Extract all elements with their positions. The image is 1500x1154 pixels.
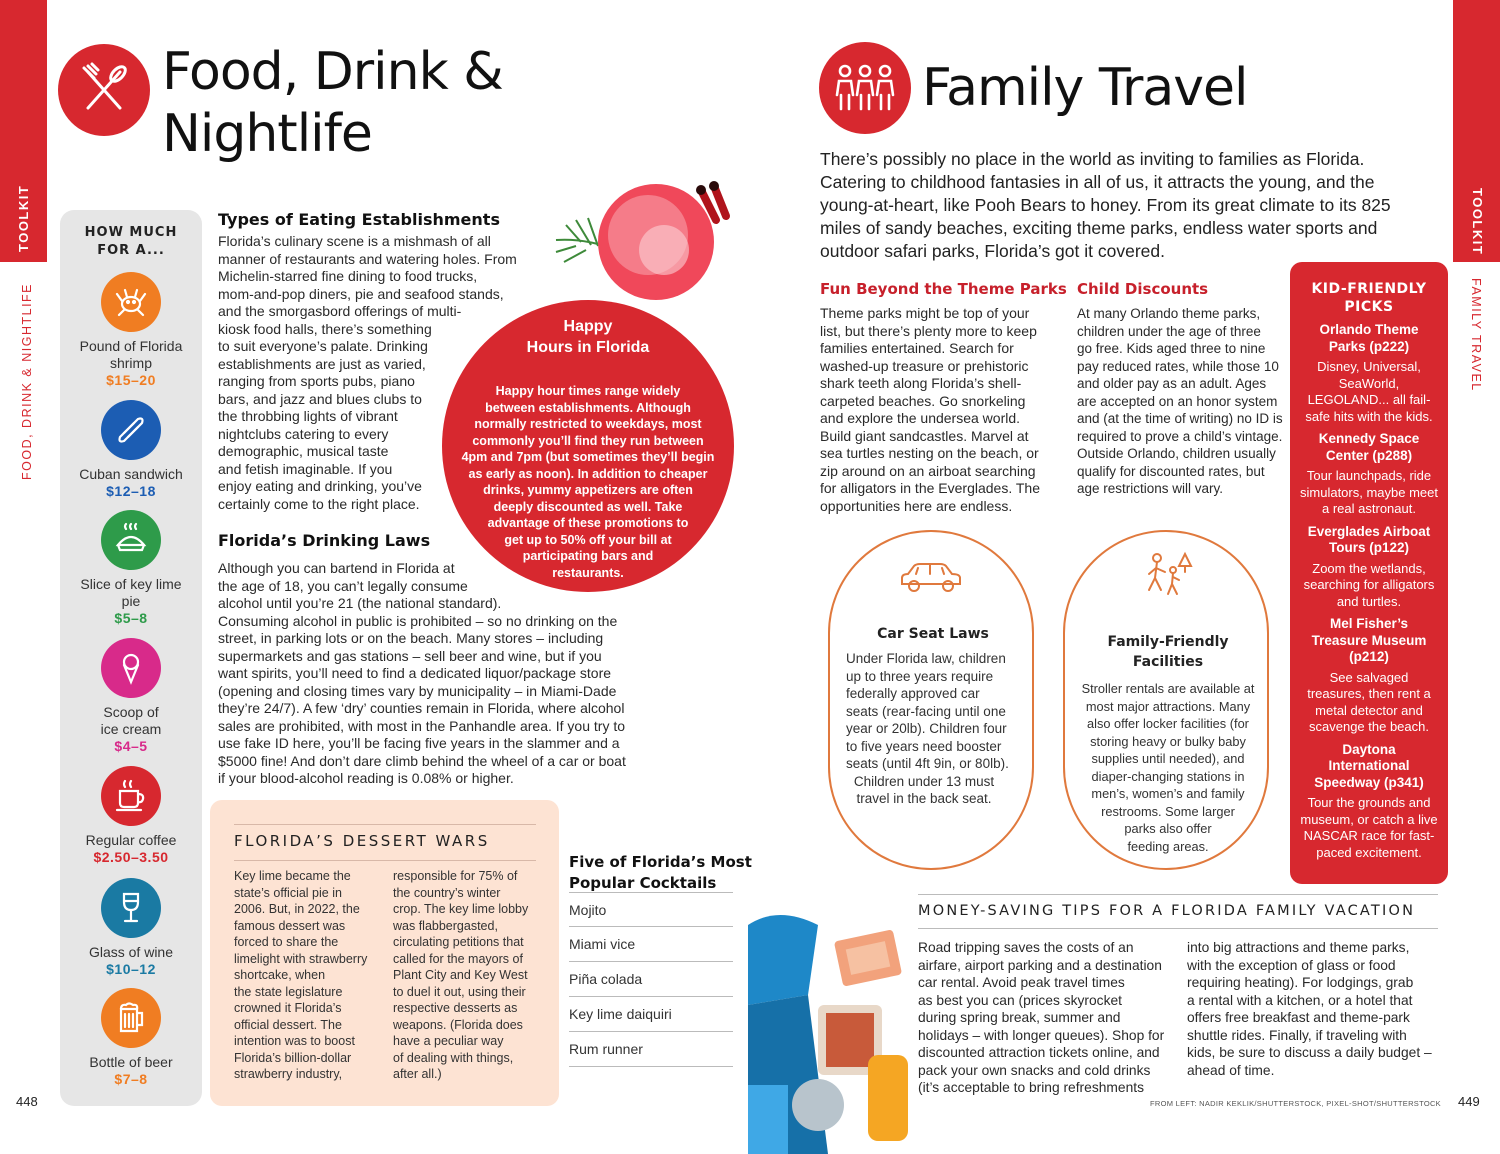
fun-beyond-title: Fun Beyond the Theme Parks <box>820 280 1067 298</box>
kid-pick-desc: Tour launchpads, ride simulators, maybe meet a real astronaut. <box>1300 468 1438 516</box>
left-tab-section-label: FOOD, DRINK & NIGHTLIFE <box>20 282 34 480</box>
kid-pick-item <box>1290 524 1448 611</box>
drinking-laws-body: Although you can bartend in Florida at the age of 18, you can’t legally consume alcohol until you’re 21 (the national standard). Consuming alcohol in public is prohibited – so no drinking on the street, in parking lots or on the beach. Many stores – including supermarkets and gas stations – sell beer and wine, but if you want spirits, you’ll need to find a dedicated liquor/package store (opening and closing times vary by municipality – in Miami-Dade they’re 24/7). A few ‘dry’ counties remain in Florida, where alcohol sales are prohibited, with most in the Panhandle area. If you try to use fake ID here, you’ll be facing five years in the slammer and a $5000 fine! And don’t dare climb behind the wheel of a car or boat if your blood-alcohol reading is 0.08% or higher. <box>218 560 626 786</box>
how-much-title-line1: HOW MUCH <box>84 225 178 240</box>
beer-icon <box>101 988 161 1048</box>
money-saving-title-rule <box>918 928 1438 929</box>
pie-icon <box>101 510 161 570</box>
eating-section-title: Types of Eating Establishments <box>218 210 500 229</box>
kid-pick-name: Mel Fisher’s Treasure Museum (p212) <box>1311 616 1427 664</box>
price-item-label: Regular coffee <box>85 832 177 848</box>
cocktail-item: Rum runner <box>569 1041 643 1057</box>
kid-picks-title: KID-FRIENDLY PICKS <box>1311 281 1427 315</box>
kid-pick-name: Kennedy Space Center (p288) <box>1318 431 1420 463</box>
cocktail-divider <box>569 892 733 893</box>
shrimp-icon <box>101 272 161 332</box>
right-tab-toolkit-label: TOOLKIT <box>1470 188 1485 256</box>
right-side-tab <box>1453 0 1500 1154</box>
money-saving-top-rule <box>918 894 1438 895</box>
drinking-laws-title: Florida’s Drinking Laws <box>218 531 431 550</box>
money-saving-title: MONEY-SAVING TIPS FOR A FLORIDA FAMILY VACATION <box>918 903 1416 919</box>
dessert-wars-title: FLORIDA’S DESSERT WARS <box>234 832 490 850</box>
price-item-price: $5–8 <box>114 610 148 626</box>
price-item-ice-cream <box>60 638 202 754</box>
cocktail-divider <box>569 1031 733 1032</box>
family-heading-icon-circle <box>819 42 911 134</box>
backpack-snacks-photo <box>748 905 918 1154</box>
family-intro: There’s possibly no place in the world as inviting to families as Florida. Catering to childhood fantasies in all of us, it attracts the young, and the young-at-heart, like Pooh Bears to honey. From its great climate to its 825 miles of sandy beaches, exciting theme parks, endless water sports and outdoor safari parks, Florida’s got it covered. <box>820 149 1391 261</box>
cocktail-divider <box>569 1066 733 1067</box>
food-heading-line1: Food, Drink & <box>162 42 503 102</box>
ice-cream-icon <box>101 638 161 698</box>
fork-knife-icon <box>74 60 134 120</box>
price-item-price: $2.50–3.50 <box>93 849 169 865</box>
sandwich-icon <box>101 400 161 460</box>
car-seat-laws-oval <box>828 530 1034 870</box>
price-item-price: $12–18 <box>106 483 156 499</box>
price-item-label: Pound of Florida shrimp <box>79 338 183 371</box>
price-item-beer <box>60 988 202 1087</box>
price-item-price: $7–8 <box>114 1071 148 1087</box>
left-tab-toolkit-label: TOOLKIT <box>16 184 31 252</box>
kid-pick-item <box>1290 431 1448 518</box>
left-page-number: 448 <box>16 1094 38 1109</box>
child-discounts-title: Child Discounts <box>1077 280 1209 298</box>
cocktail-item: Piña colada <box>569 971 643 987</box>
wine-glass-icon <box>101 878 161 938</box>
kid-pick-desc: Disney, Universal, SeaWorld, LEGOLAND... all fail-safe hits with the kids. <box>1305 359 1433 424</box>
coffee-icon <box>101 766 161 826</box>
car-seat-laws-title: Car Seat Laws <box>877 626 989 642</box>
how-much-title-line2: FOR A... <box>97 243 165 258</box>
money-saving-col1: Road tripping saves the costs of an airfare, airport parking and a destination car rental. Avoid peak travel times as best you can (prices skyrocket during spring break, summer and holidays – with longer queues). Shop for discounted attraction tickets online, and pack your own snacks and cold drinks (it’s acceptable to bring refreshments <box>918 940 1165 1095</box>
dessert-title-rule <box>234 860 536 861</box>
price-item-price: $15–20 <box>106 372 156 388</box>
kid-pick-name: Daytona International Speedway (p341) <box>1314 741 1424 790</box>
family-heading-title: Family Travel <box>922 58 1248 118</box>
kid-pick-desc: See salvaged treasures, then rent a metal detector and scavenge the beach. <box>1307 669 1431 734</box>
child-discounts-body: At many Orlando theme parks, children under the age of three go free. Kids aged three to nine pay reduced rates, while those 10 and older pay as an adult. Ages are accepted on an honor system and (at the time of writing) no ID is required to prove a child’s vintage. Outside Orlando, children usually qualify for discounted rates, but age restrictions will vary. <box>1077 306 1283 496</box>
family-facilities-oval <box>1063 530 1269 870</box>
price-item-shrimp <box>60 272 202 388</box>
price-item-price: $10–12 <box>106 961 156 977</box>
family-icon <box>833 63 897 113</box>
kid-pick-desc: Zoom the wetlands, searching for alligators and turtles. <box>1303 560 1435 609</box>
kid-pick-item <box>1290 742 1448 862</box>
eating-section-body: Florida’s culinary scene is a mishmash of all manner of restaurants and watering holes. From Michelin-starred fine dining to food trucks, mom-and-pop diners, pie and seafood stands, and the smorgasbord offerings of multi- kiosk food halls, there’s something to suit everyone’s palate. Drinking establishments are just as varied, ranging from sports pubs, piano bars, and jazz and blues clubs to the throbbing lights of vibrant nightclubs catering to every demographic, musical taste and fetish imaginable. If you enjoy eating and drinking, you’ve certainly come to the right place. <box>218 233 517 512</box>
price-item-cuban-sandwich <box>60 400 202 499</box>
price-item-coffee <box>60 766 202 865</box>
dessert-top-rule <box>234 824 536 825</box>
kid-friendly-picks-box <box>1290 262 1448 884</box>
price-item-price: $4–5 <box>114 738 148 754</box>
cocktails-title: Five of Florida’s Most Popular Cocktails <box>569 853 752 892</box>
family-facilities-body: Stroller rentals are available at most major attractions. Many also offer locker facilities (for storing heavy or bulky baby supplies until needed), and diaper-changing stations in men’s, women’s and family restrooms. Some larger parks also offer feeding areas. <box>1081 681 1255 854</box>
happy-hours-title: Happy Hours in Florida <box>526 318 650 356</box>
cocktail-item: Mojito <box>569 902 607 918</box>
family-facilities-title: Family-Friendly Facilities <box>1107 634 1229 670</box>
cocktail-divider <box>569 996 733 997</box>
cocktail-item: Miami vice <box>569 936 636 952</box>
right-page-number: 449 <box>1458 1094 1480 1109</box>
dessert-wars-col1: Key lime became the state’s official pie in 2006. But, in 2022, the famous dessert was forced to share the limelight with strawberry shortcake, when the state legislature crowned it Florida’s official dessert. The intention was to boost Florida’s billion-dollar strawberry industry, <box>234 869 368 1081</box>
photo-credit: FROM LEFT: NADIR KEKLIK/SHUTTERSTOCK, PIXEL-SHOT/SHUTTERSTOCK <box>1150 1099 1441 1108</box>
price-item-label: Scoop of ice cream <box>100 704 162 737</box>
hiking-family-icon <box>1143 550 1193 602</box>
cocktail-item: Key lime daiquiri <box>569 1006 672 1022</box>
cocktail-divider <box>569 961 733 962</box>
kid-pick-name: Everglades Airboat Tours (p122) <box>1307 523 1431 555</box>
car-icon <box>898 560 964 596</box>
happy-hours-body: Happy hour times range widely between establishments. Although normally restricted to weekdays, most commonly you’ll find they run between 4pm and 7pm (but sometimes they’ll begin as early as noon). In addition to cheaper drinks, yummy appetizers are often deeply discounted as well. Take advantage of these promotions to get up to 50% off your bill at participating bars and restaurants. <box>461 384 715 580</box>
car-seat-laws-body: Under Florida law, children up to three years require federally approved car seats (rear-facing until one year or 20lb). Children four to five years need booster seats (until 4ft 9in, or 80lb). Children under 13 must travel in the back seat. <box>846 651 1009 806</box>
happy-hours-callout <box>442 300 734 592</box>
price-item-label: Cuban sandwich <box>79 466 183 482</box>
price-item-wine <box>60 878 202 977</box>
kid-pick-desc: Tour the grounds and museum, or catch a live NASCAR race for fast-paced excitement. <box>1300 795 1438 860</box>
left-side-tab <box>0 0 47 1154</box>
money-saving-col2: into big attractions and theme parks, with the exception of glass or food requiring heating). For lodgings, grab a rental with a kitchen, or a hotel that offers free breakfast and theme-park shuttle rides. Finally, if traveling with kids, be sure to discuss a daily budget – ahead of time. <box>1187 940 1432 1078</box>
right-tab-section-label: FAMILY TRAVEL <box>1469 278 1483 392</box>
how-much-sidebar <box>60 210 202 1106</box>
price-item-key-lime-pie <box>60 510 202 626</box>
dessert-wars-col2: responsible for 75% of the country’s winter crop. The key lime lobby was flabbergasted, circulating petitions that called for the mayors of Plant City and Key West to duel it out, using their respective desserts as weapons. (Florida does have a peculiar way of dealing with things, after all.) <box>393 869 529 1081</box>
kid-pick-item <box>1290 322 1448 425</box>
kid-pick-item <box>1290 616 1448 736</box>
food-heading-icon-circle <box>58 44 150 136</box>
price-item-label: Slice of key lime pie <box>80 576 182 609</box>
kid-pick-name: Orlando Theme Parks (p222) <box>1319 322 1419 354</box>
price-item-label: Glass of wine <box>88 944 174 960</box>
fun-beyond-body: Theme parks might be top of your list, but there’s plenty more to keep families entertained. Search for washed-up treasure or prehistoric shark teeth along Florida’s shell- carpeted beaches. Go snorkeling and explore the undersea world. Build giant sandcastles. Marvel at sea turtles nesting on the beach, or zip around on an airboat searching for alligators in the Everglades. The opportunities here are endless. <box>820 305 1040 514</box>
dessert-wars-box <box>210 800 559 1106</box>
how-much-title <box>60 224 202 260</box>
cocktail-divider <box>569 926 733 927</box>
food-heading-line2: Nightlife <box>162 104 372 164</box>
price-item-label: Bottle of beer <box>89 1054 173 1070</box>
